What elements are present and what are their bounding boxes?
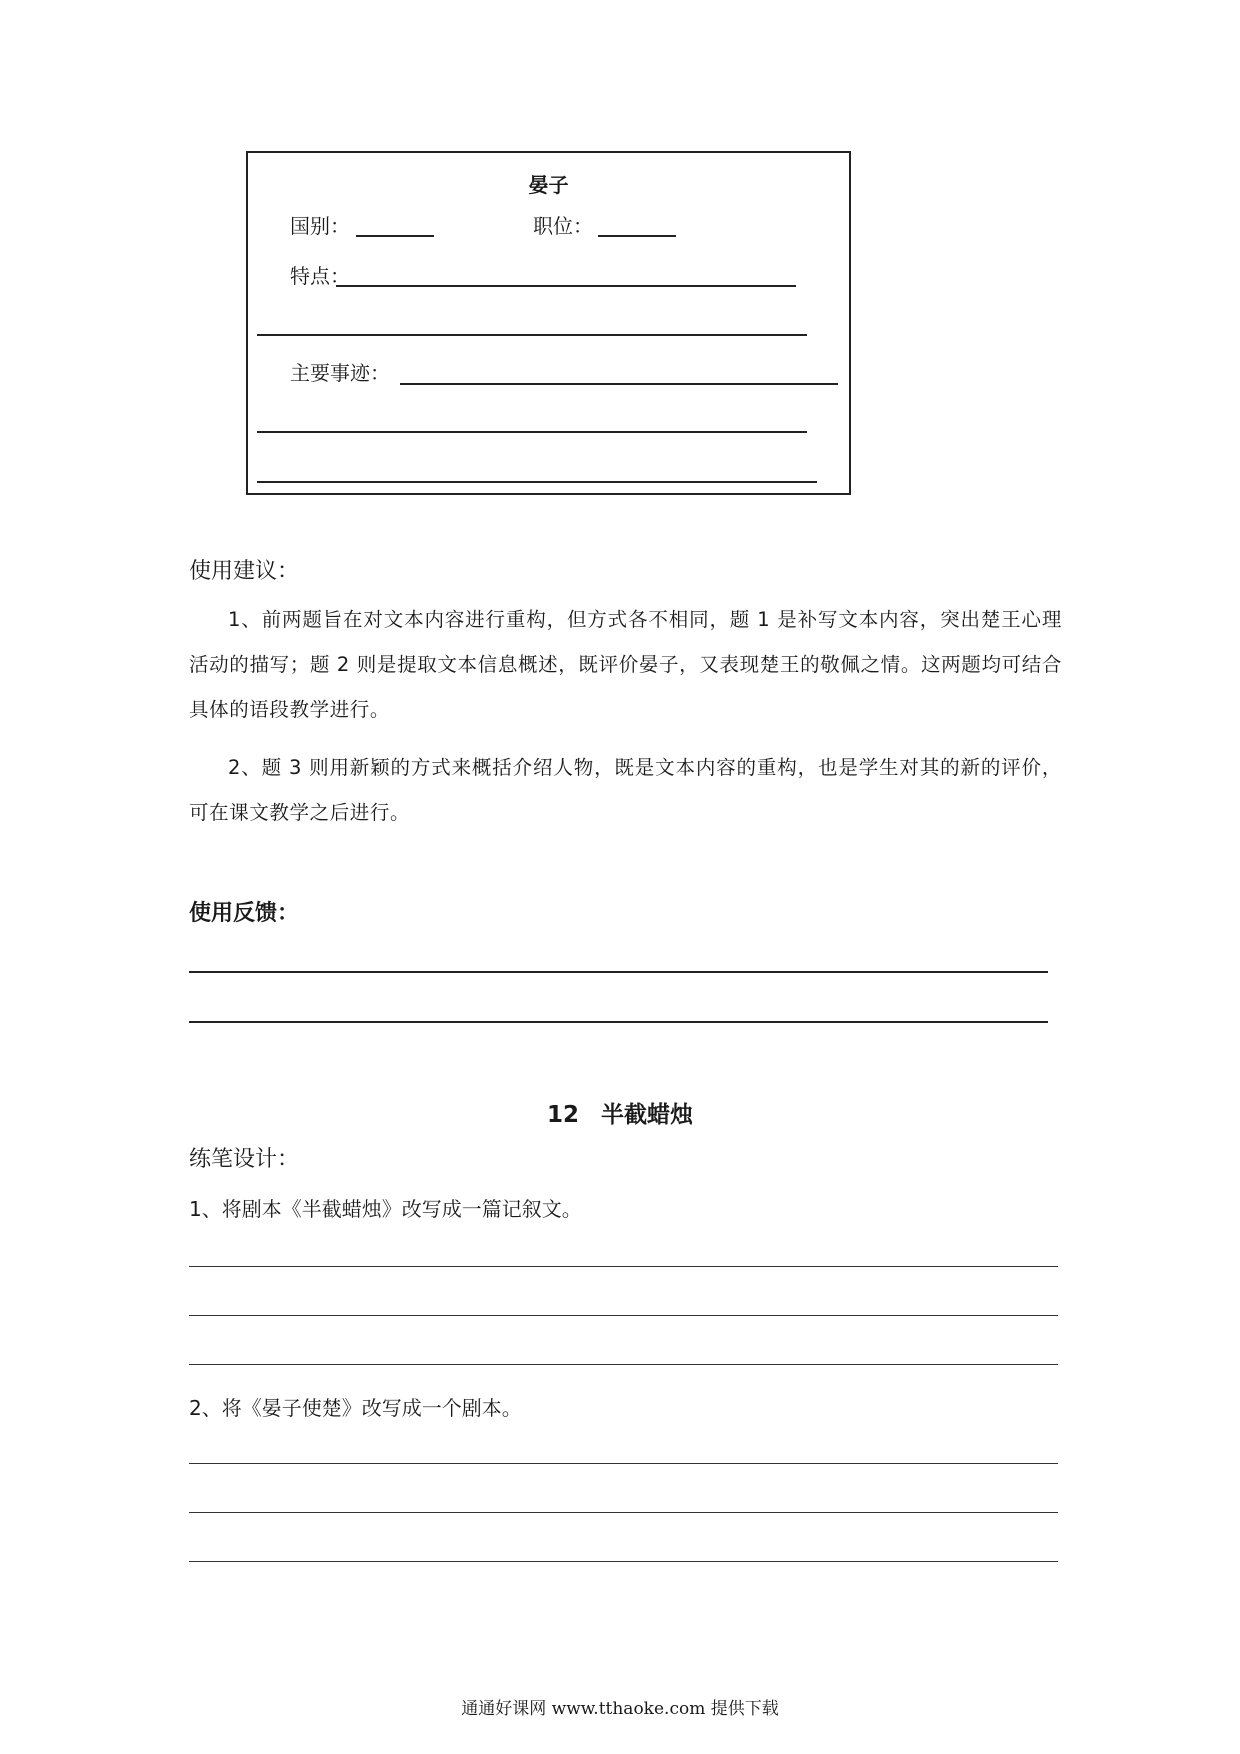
traits-blank-1[interactable] [336,285,796,287]
position-blank[interactable] [598,235,676,237]
task-1: 1、将剧本《半截蜡烛》改写成一篇记叙文。 [189,1197,582,1221]
deeds-blank-2[interactable] [257,431,807,433]
feedback-heading: 使用反馈： [189,901,300,926]
deeds-blank-3[interactable] [257,481,817,483]
deeds-blank-1[interactable] [400,383,838,385]
task-1-line-2[interactable] [189,1315,1058,1316]
country-label: 国别： [290,214,350,238]
footer-text: 通通好课网 www.tthaoke.com 提供下载 [461,1699,779,1719]
task-1-line-3[interactable] [189,1364,1058,1365]
suggestion-paragraph-2: 2、题 3 则用新颖的方式来概括介绍人物，既是文本内容的重构，也是学生对其的新的评价，可在课文教学之后进行。 [189,756,1062,824]
lesson-name: 半截蜡烛 [601,1102,693,1128]
task-2-line-3[interactable] [189,1561,1058,1562]
feedback-line-1[interactable] [189,971,1048,973]
task-2: 2、将《晏子使楚》改写成一个剧本。 [189,1396,522,1420]
feedback-line-2[interactable] [189,1021,1048,1023]
traits-label: 特点： [290,264,350,288]
suggestions-heading: 使用建议： [189,559,300,584]
task-2-line-2[interactable] [189,1512,1058,1513]
lesson-title [0,1096,1240,1129]
position-label: 职位： [533,214,593,238]
suggestion-paragraph-1: 1、前两题旨在对文本内容进行重构，但方式各不相同，题 1 是补写文本内容，突出楚王心理活动的描写；题 2 则是提取文本信息概述，既评价晏子，又表现楚王的敬佩之情。这两题均可结合具体的语段教学进行。 [189,608,1062,721]
deeds-label: 主要事迹： [290,361,390,385]
task-1-line-1[interactable] [189,1266,1058,1267]
task-2-line-1[interactable] [189,1463,1058,1464]
card-title: 晏子 [528,173,569,197]
country-blank[interactable] [356,235,434,237]
traits-blank-2[interactable] [257,334,807,336]
design-heading: 练笔设计： [189,1147,300,1172]
profile-card [246,151,851,495]
lesson-number: 12 [546,1102,579,1128]
